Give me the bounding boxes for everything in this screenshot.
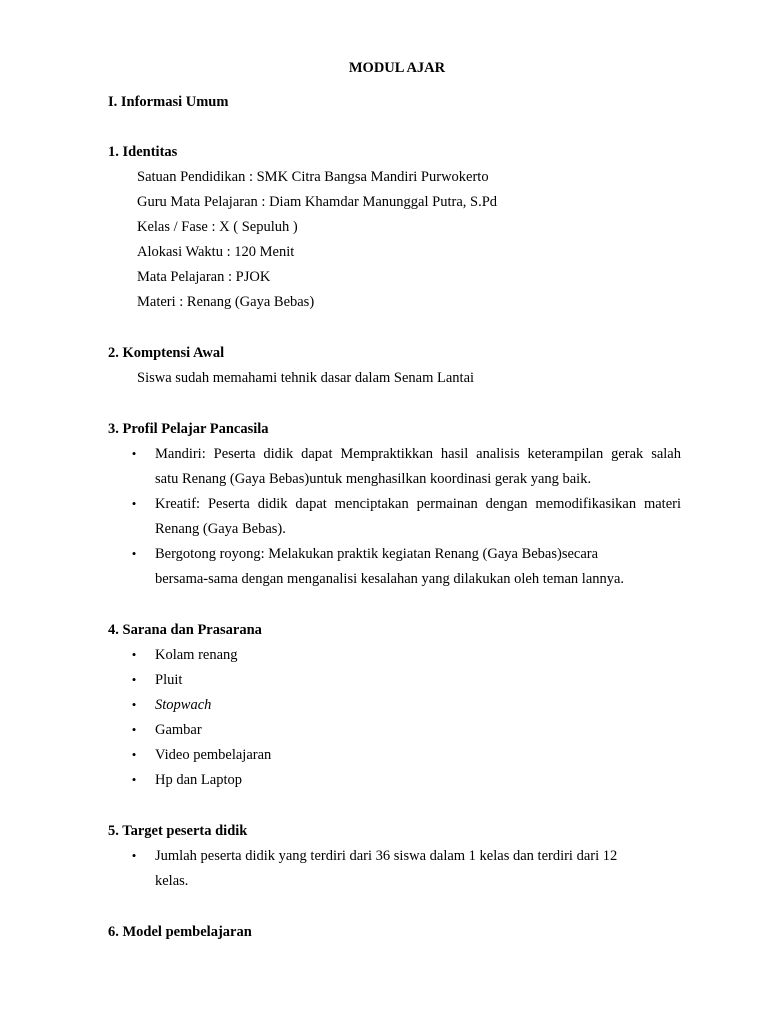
bullet-icon: • (131, 722, 137, 737)
heading-profil-pelajar: 3. Profil Pelajar Pancasila (108, 421, 269, 437)
heading-model-pembelajaran: 6. Model pembelajaran (108, 924, 252, 940)
sarana-item-hp-laptop: Hp dan Laptop (155, 772, 242, 788)
heading-sarana-prasarana: 4. Sarana dan Prasarana (108, 622, 262, 638)
profil-item-kreatif-line2: Renang (Gaya Bebas). (155, 521, 286, 537)
sarana-item-stopwach: Stopwach (155, 697, 212, 713)
profil-item-gotong-royong-line2: bersama-sama dengan menganalisi kesalahan yang dilakukan oleh teman lannya. (155, 571, 625, 587)
profil-item-mandiri-line2: satu Renang (Gaya Bebas)untuk menghasilkan koordinasi gerak yang baik. (155, 471, 592, 487)
sarana-item-pluit: Pluit (155, 672, 183, 688)
sarana-item-kolam-renang: Kolam renang (155, 647, 238, 663)
profil-item-gotong-royong-line1: Bergotong royong: Melakukan praktik kegiatan Renang (Gaya Bebas)secara (155, 546, 599, 562)
bullet-icon: • (131, 672, 137, 687)
bullet-icon: • (131, 772, 137, 787)
bullet-icon: • (131, 446, 137, 461)
bullet-icon: • (131, 848, 137, 863)
heading-identitas: 1. Identitas (108, 144, 178, 160)
identitas-satuan-pendidikan: Satuan Pendidikan : SMK Citra Bangsa Mandiri Purwokerto (137, 169, 489, 185)
identitas-alokasi-waktu: Alokasi Waktu : 120 Menit (137, 244, 295, 260)
section-informasi-umum: I. Informasi Umum (108, 94, 229, 110)
bullet-icon: • (131, 747, 137, 762)
bullet-icon: • (131, 647, 137, 662)
kompetensi-text: Siswa sudah memahami tehnik dasar dalam Senam Lantai (137, 370, 475, 386)
heading-kompetensi-awal: 2. Komptensi Awal (108, 345, 225, 361)
sarana-item-gambar: Gambar (155, 722, 202, 738)
identitas-mata-pelajaran: Mata Pelajaran : PJOK (137, 269, 271, 285)
target-line2: kelas. (155, 873, 189, 889)
bullet-icon: • (131, 496, 137, 511)
identitas-materi: Materi : Renang (Gaya Bebas) (137, 294, 315, 310)
bullet-icon: • (131, 697, 137, 712)
profil-item-kreatif-line1: Kreatif: Peserta didik dapat menciptakan permainan dengan memodifikasikan materi (155, 496, 681, 512)
bullet-icon: • (131, 546, 137, 561)
heading-target-peserta: 5. Target peserta didik (108, 823, 248, 839)
sarana-item-video: Video pembelajaran (155, 747, 272, 763)
target-line1: Jumlah peserta didik yang terdiri dari 36 siswa dalam 1 kelas dan terdiri dari 12 (155, 848, 618, 864)
identitas-guru: Guru Mata Pelajaran : Diam Khamdar Manunggal Putra, S.Pd (137, 194, 498, 210)
profil-item-mandiri-line1: Mandiri: Peserta didik dapat Mempraktikkan hasil analisis keterampilan gerak salah (155, 446, 681, 462)
document-title: MODUL AJAR (348, 60, 446, 76)
identitas-kelas: Kelas / Fase : X ( Sepuluh ) (137, 219, 298, 235)
